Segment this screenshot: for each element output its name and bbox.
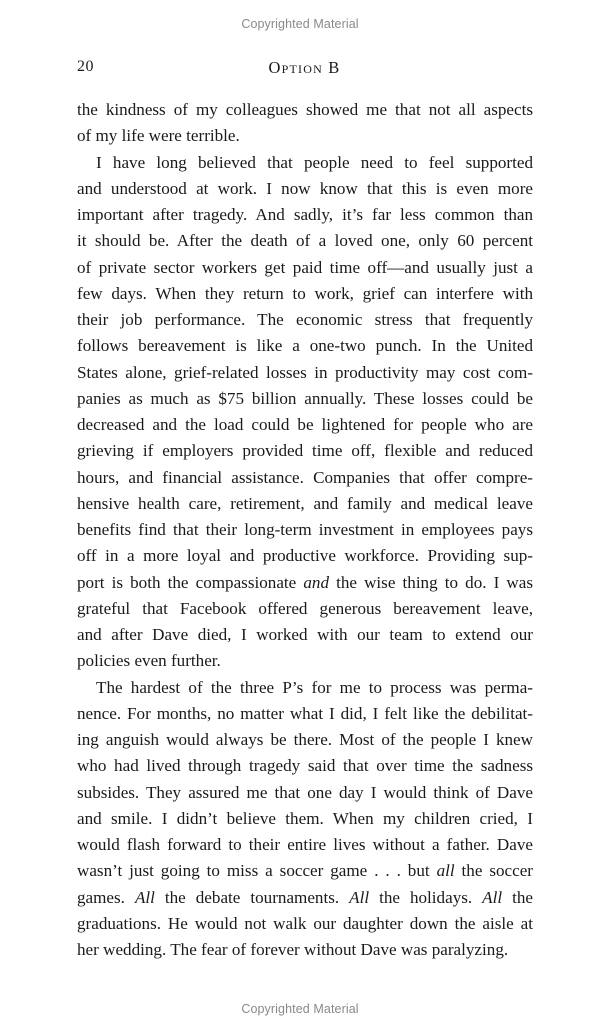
text-segment: off in a more loyal and productive workforce. Providing sup- (77, 546, 533, 566)
text-line (77, 491, 533, 517)
text-segment: nence. For months, no matter what I did, I felt like the debilitat- (77, 703, 533, 723)
body-text (77, 97, 533, 963)
text-line (77, 97, 533, 123)
text-segment: ing anguish would always be there. Most of the people I knew (77, 730, 533, 749)
text-segment: and smile. I didn’t believe them. When my children cried, I (77, 808, 533, 828)
text-segment: games. (77, 887, 135, 907)
text-line (77, 780, 533, 806)
text-line (77, 596, 533, 622)
text-segment: decreased and the load could be lightened for people who are (77, 415, 533, 434)
emphasis-text: All (134, 887, 155, 907)
text-line (77, 832, 533, 858)
emphasis-text: All (482, 887, 503, 907)
text-segment: hours, and financial assistance. Companies that offer compre- (77, 467, 533, 487)
book-title: Option B (268, 58, 341, 77)
text-segment: the kindness of my colleagues showed me that not all aspects (77, 100, 533, 119)
text-segment: and understood at work. I now know that this is even more (77, 178, 533, 198)
text-line (77, 911, 533, 937)
text-segment: policies even further. (77, 651, 221, 671)
text-segment: it should be. After the death of a loved one, only 60 percent (77, 231, 533, 251)
text-segment: of private sector workers get paid time off—and usually just a (77, 257, 533, 277)
text-line (77, 727, 533, 753)
text-line (77, 412, 533, 438)
text-segment: grieving if employers provided time off, flexible and reduced (77, 441, 533, 461)
text-segment: their job performance. The economic stress that frequently (77, 310, 533, 329)
emphasis-text: all (436, 861, 455, 881)
text-line (77, 858, 533, 884)
text-segment: of my life were terrible. (77, 126, 240, 146)
text-segment: graduations. He would not walk our daughter down the aisle at (77, 913, 533, 933)
text-segment: subsides. They assured me that one day I would think of Dave (77, 782, 533, 802)
text-segment: The hardest of the three P’s for me to process was perma- (96, 677, 533, 697)
text-line (77, 281, 533, 307)
text-line (77, 360, 533, 386)
text-segment: grateful that Facebook offered generous bereavement leave, (77, 598, 533, 618)
text-line (77, 570, 533, 596)
text-line (77, 622, 533, 648)
text-line (77, 937, 533, 963)
text-segment: wasn’t just going to miss a soccer game . . . but (77, 861, 437, 881)
paragraph (77, 97, 533, 150)
text-segment: the wise thing to do. I was (329, 572, 533, 592)
text-line (77, 307, 533, 333)
text-segment: I have long believed that people need to feel supported (96, 152, 533, 172)
text-segment: panies as much as $75 billion annually. These losses could be (77, 388, 533, 408)
text-line (77, 465, 533, 491)
text-line (77, 675, 533, 701)
text-line (77, 438, 533, 464)
text-segment: would flash forward to their entire lives without a father. Dave (77, 835, 533, 854)
text-line (77, 123, 533, 149)
text-line (77, 701, 533, 727)
text-segment: her wedding. The fear of forever without Dave was paralyzing. (77, 940, 509, 959)
text-line (77, 176, 533, 202)
text-segment: and after Dave died, I worked with our team to extend our (77, 625, 533, 644)
copyright-watermark-bottom: Copyrighted Material (241, 1002, 359, 1016)
text-line (77, 753, 533, 779)
paragraph (77, 675, 533, 964)
text-segment: important after tragedy. And sadly, it’s far less common than (77, 205, 533, 224)
text-line (77, 885, 533, 911)
text-line (77, 228, 533, 254)
emphasis-text: and (303, 572, 329, 592)
text-line (77, 333, 533, 359)
text-line (77, 648, 533, 674)
page-number: 20 (77, 58, 94, 75)
text-line (77, 386, 533, 412)
text-line (77, 543, 533, 569)
text-line (77, 202, 533, 228)
text-segment: the (502, 887, 534, 907)
text-segment: port is both the compassionate (77, 572, 304, 592)
paragraph (77, 150, 533, 675)
text-line (77, 255, 533, 281)
text-line (77, 150, 533, 176)
text-segment: hensive health care, retirement, and family and medical leave (77, 493, 533, 513)
text-segment: who had lived through tragedy said that over time the sadness (77, 756, 533, 776)
emphasis-text: All (349, 887, 370, 907)
text-segment: the debate tournaments. (154, 887, 350, 907)
copyright-watermark-top: Copyrighted Material (241, 17, 359, 31)
text-segment: the holidays. (369, 887, 483, 907)
text-segment: States alone, grief-related losses in productivity may cost com- (77, 362, 533, 382)
text-line (77, 806, 533, 832)
text-segment: the soccer (454, 861, 533, 881)
text-segment: few days. When they return to work, grief can interfere with (77, 283, 533, 303)
text-segment: benefits find that their long-term investment in employees pays (77, 520, 533, 539)
running-header (77, 58, 532, 80)
text-line (77, 517, 533, 543)
text-segment: follows bereavement is like a one-two punch. In the United (77, 336, 533, 356)
